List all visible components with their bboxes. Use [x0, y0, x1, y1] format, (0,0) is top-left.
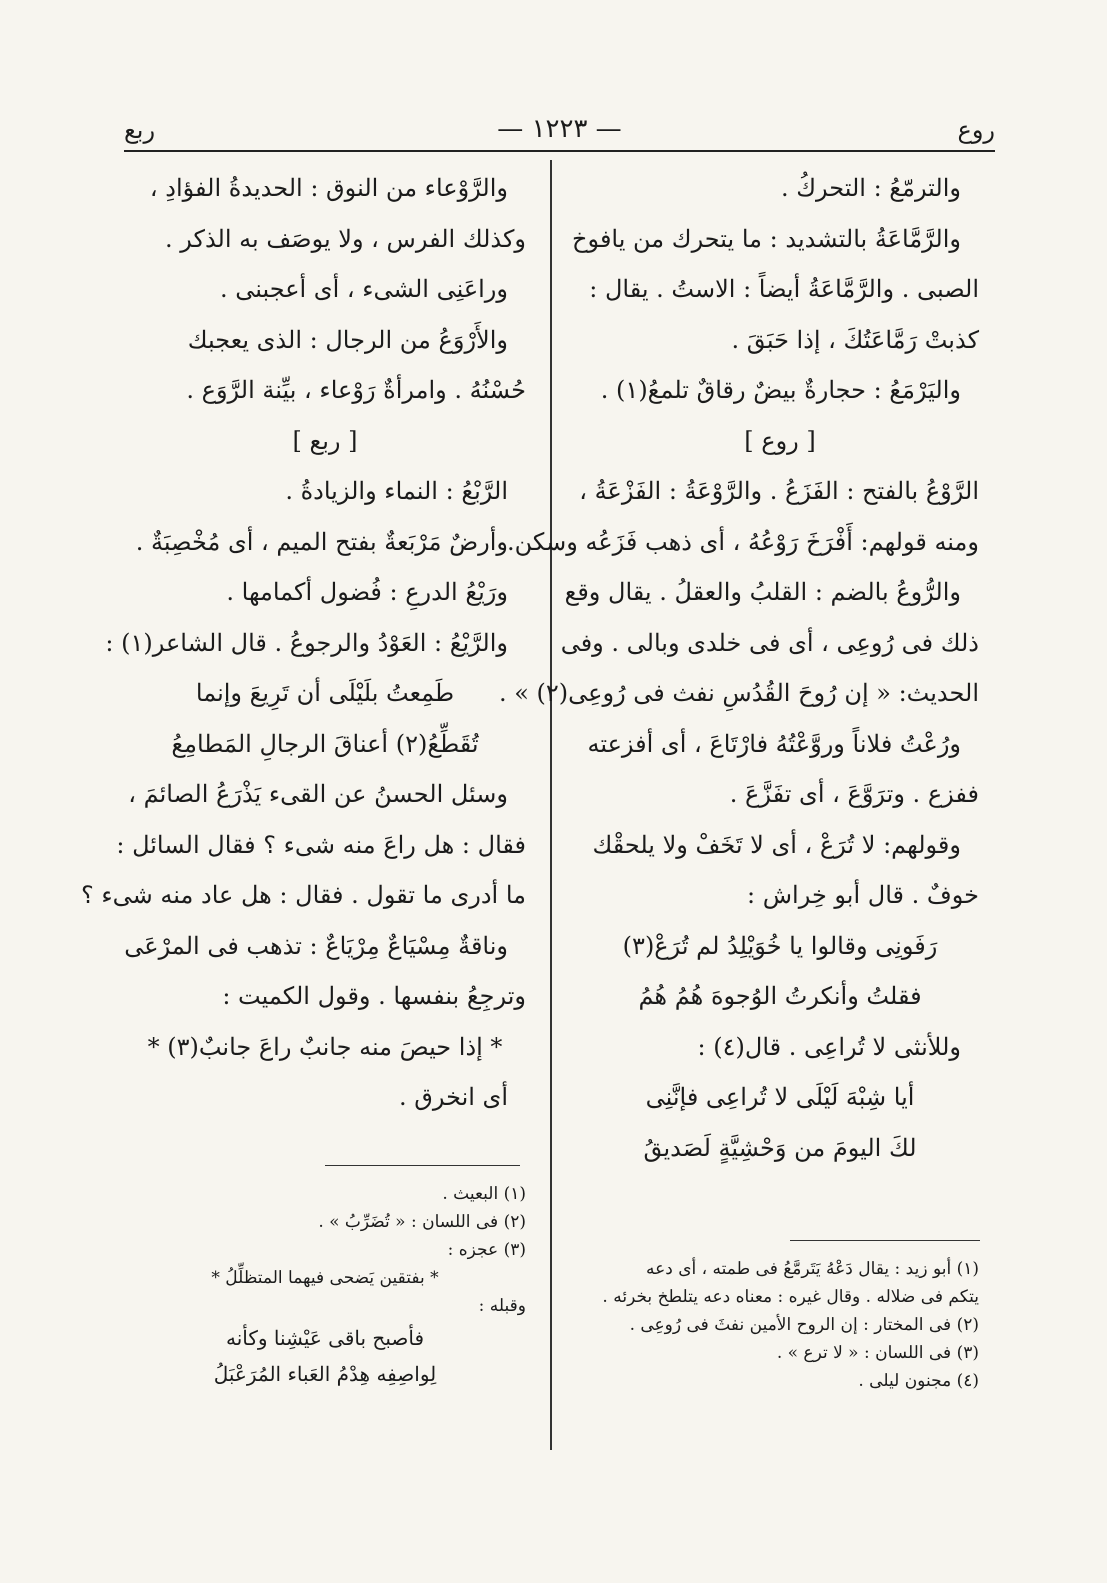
footnote-line: يتكم فى ضلاله . وقال غيره : معناه دعه يتلطخ بخرئه . — [602, 1287, 979, 1307]
text-line: وسئل الحسنُ عن القىء يَذْرَعُ الصائمَ ، — [128, 780, 508, 808]
footnote-line: (١) البعيث . — [442, 1184, 526, 1204]
running-head-left: ربع — [124, 116, 156, 144]
verse-line: تُقَطِّعُ(٢) أعناقَ الرجالِ المَطامِعُ — [171, 729, 479, 758]
text-line: ورَيْعُ الدرعِ : فُضول أكمامها . — [226, 578, 508, 606]
text-line: وناقةٌ مِسْيَاعٌ مِرْيَاعٌ : تذهب فى المرْعَى — [124, 931, 508, 960]
text-line: وأرضٌ مَرْبَعةٌ بفتح الميم ، أى مُخْصِبَةٌ . — [135, 527, 508, 556]
page-header — [124, 110, 995, 150]
text-line: الحديث: « إن رُوحَ القُدُسِ نفث فى رُوعِى(٢) » . — [498, 679, 979, 707]
verse-line: طَمِعتُ بلَيْلَى أن تَرِيعَ وإنما — [195, 679, 455, 707]
page-number: — ١٢٢٣ — — [497, 114, 622, 144]
left-column — [81, 163, 526, 1123]
footnote-rule-right — [790, 1240, 980, 1241]
running-head-right: روع — [957, 116, 995, 144]
footnotes-right — [581, 1255, 979, 1395]
footnote-rule-left — [325, 1165, 520, 1166]
verse-line: رَفَونِى وقالوا يا خُوَيْلِدُ لم تُرَعْ(٣) — [622, 931, 938, 960]
right-column — [498, 163, 979, 1173]
text-line: ورُعْتُ فلاناً وروَّعْتُهُ فارْتَاعَ ، أى أفزعته — [587, 729, 961, 758]
text-line: كذبتْ رَمَّاعَتُكَ ، إذا حَبَقَ . — [731, 325, 979, 354]
verse-line: لكَ اليومَ من وَحْشِيَّةٍ لَصَديقُ — [643, 1133, 917, 1162]
text-line: فقال : هل راعَ منه شىء ؟ فقال السائل : — [116, 830, 526, 859]
text-line: والرَّوْعاء من النوق : الحديدةُ الفؤادِ ، — [149, 174, 508, 202]
footnote-line: (٤) مجنون ليلى . — [858, 1371, 979, 1391]
text-line: وقولهم: لا تُرَعْ ، أى لا تَخَفْ ولا يلحقْك — [592, 830, 961, 859]
text-line: والرُّوعُ بالضم : القلبُ والعقلُ . يقال وقع — [564, 578, 961, 606]
text-line: والرَّيْعُ : العَوْدُ والرجوعُ . قال الشاعر(١) : — [105, 628, 508, 657]
text-line: ما أدرى ما تقول . فقال : هل عاد منه شىء ؟ — [81, 881, 526, 909]
text-line: الرَّوْعُ بالفتح : الفَزَعُ . والرَّوْعَةُ : الفَزْعَةُ ، — [579, 477, 979, 505]
text-line: والأَرْوَعُ من الرجال : الذى يعجبك — [187, 325, 508, 354]
text-line: والترمّعُ : التحركُ . — [780, 174, 961, 202]
footnote-line: (٢) فى اللسان : « تُضَرِّبُ » . — [318, 1212, 526, 1232]
text-line: والرَّمَّاعَةُ بالتشديد : ما يتحرك من يافوخ — [572, 224, 961, 253]
text-line: الرَّبْعُ : النماء والزيادةُ . — [285, 477, 508, 505]
text-line: أى انخرق . — [398, 1083, 508, 1111]
footnote-line: * بفتقين يَضحى فيهما المتظلِّلُ * — [211, 1268, 439, 1288]
text-line: خوفٌ . قال أبو خِراش : — [747, 881, 979, 909]
header-rule — [124, 150, 995, 152]
footnote-line: (٣) فى اللسان : « لا ترع » . — [776, 1343, 979, 1363]
text-line: وراعَنِى الشىء ، أى أعجبنى . — [219, 275, 508, 303]
footnote-verse: فأصبح باقى عَيْشِنا وكأنه — [225, 1326, 425, 1350]
footnote-line: (٢) فى المختار : إن الروح الأمين نفثَ فى رُوعِى . — [629, 1315, 979, 1335]
footnote-verse: لِواصِفِه هِدْمُ العَباء المُرَعْبَلُ — [213, 1362, 437, 1386]
footnote-line: (١) أبو زيد : يقال دَعْهُ يَتَرمَّعُ فى طمته ، أى دعه — [645, 1259, 979, 1279]
footnotes-left — [124, 1180, 526, 1392]
verse-line: فقلتُ وأنكرتُ الوُجوهَ هُمُ هُمُ — [638, 982, 922, 1010]
text-line: وكذلك الفرس ، ولا يوصَف به الذكر . — [165, 224, 526, 253]
column-divider — [550, 160, 552, 1450]
text-line: حُسْنُهُ . وامرأةٌ رَوْعاء ، بيِّنة الرَّوَع . — [186, 376, 526, 404]
text-line: ففزع . وترَوَّعَ ، أى تفَزَّعَ . — [729, 780, 979, 808]
footnote-line: (٣) عجزه : — [447, 1240, 526, 1260]
text-line: ذلك فى رُوعِى ، أى فى خلدى وبالى . وفى — [560, 628, 979, 657]
entry-heading: [ روع ] — [744, 426, 816, 455]
text-line: وترجِعُ بنفسها . وقول الكميت : — [222, 982, 526, 1010]
verse-line: أيا شِبْهَ لَيْلَى لا تُراعِى فإنَّنِى — [645, 1083, 915, 1111]
footnote-line: وقبله : — [478, 1296, 526, 1316]
text-line: ومنه قولهم: أَفْرَخَ رَوْعُهُ ، أى ذهب فَزَعُه وسكن. — [507, 527, 979, 556]
entry-heading: [ ربع ] — [292, 426, 358, 455]
verse-line: * إذا حيصَ منه جانبٌ راعَ جانبٌ(٣) * — [147, 1032, 503, 1061]
text-line: وللأنثى لا تُراعِى . قال(٤) : — [697, 1032, 961, 1061]
text-line: واليَرْمَعُ : حجارةٌ بيضٌ رقاقٌ تلمعُ(١) . — [600, 376, 961, 404]
text-line: الصبى . والرَّمَّاعَةُ أيضاً : الاستُ . يقال : — [589, 275, 979, 303]
